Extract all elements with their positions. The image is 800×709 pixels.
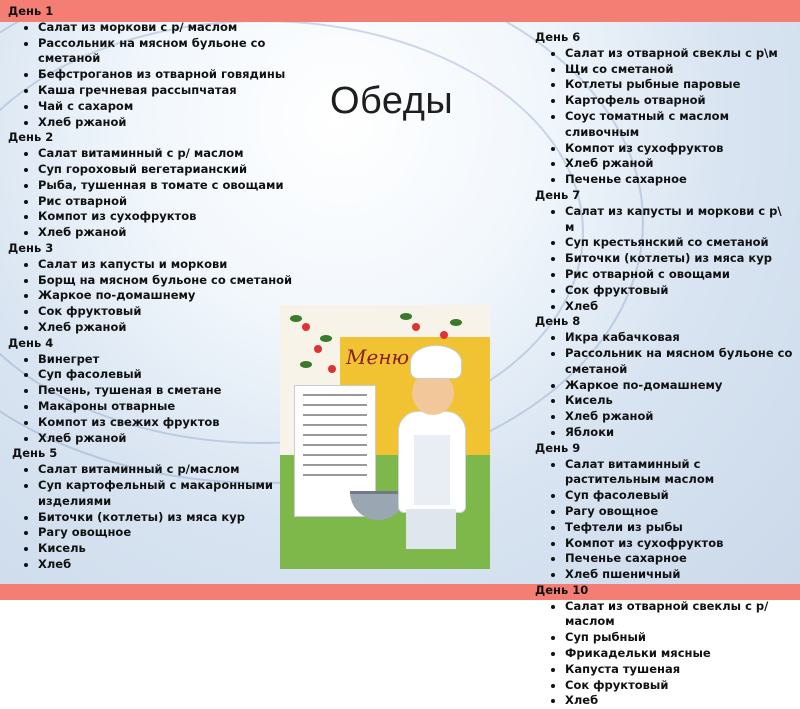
rowan-berry [314,345,322,353]
dish-item: • Котлеты рыбные паровые [565,77,793,93]
dish-item: • Салат из моркови с р/ маслом [38,20,293,36]
dish-item: • Хлеб пшеничный [565,567,793,583]
dish-item: • Суп рыбный [565,630,793,646]
rowan-berry [328,365,336,373]
dish-item: • Макароны отварные [38,399,293,415]
rowan-berry [440,331,448,339]
dish-item: • Капуста тушеная [565,662,793,678]
dish-list [535,457,793,583]
day-heading: День 3 [8,240,54,255]
dish-item: • Компот из сухофруктов [565,141,793,157]
chef-hat-icon [410,345,462,379]
dish-item: • Суп фасолевый [565,488,793,504]
dish-item: • Каша гречневая рассыпчатая [38,83,293,99]
menu-column-left [8,4,293,573]
dish-item: • Борщ на мясном бульоне со сметаной [38,273,293,289]
day-block [535,188,793,314]
day-heading: День 7 [535,187,581,202]
dish-item: • Салат из капусты и моркови [38,257,293,273]
dish-list [535,330,793,441]
dish-item: • Сок фруктовый [565,678,793,694]
rowan-berry [412,323,420,331]
dish-item: • Кисель [565,393,793,409]
day-heading: День 5 [12,446,58,461]
day-block [8,4,293,130]
menu-poster-image [280,305,490,569]
dish-item: • Компот из свежих фруктов [38,415,293,431]
dish-item: • Сок фруктовый [565,283,793,299]
dish-item: • Картофель отварной [565,93,793,109]
dish-item: • Рассольник на мясном бульоне со сметаной [565,346,793,378]
dish-item: • Бефстроганов из отварной говядины [38,67,293,83]
dish-item: • Салат из капусты и моркови с р\ м [565,204,793,236]
dish-item: • Хлеб ржаной [565,156,793,172]
day-heading: День 2 [8,130,54,145]
dish-item: • Яблоки [565,425,793,441]
dish-item: • Тефтели из рыбы [565,520,793,536]
dish-item: • Печенье сахарное [565,551,793,567]
dish-list [535,599,793,709]
dish-list [8,146,293,241]
menu-column-right [535,30,793,709]
dish-item: • Суп картофельный с макаронными изделиями [38,478,293,510]
day-block [8,241,293,336]
dish-item: • Кисель [38,541,293,557]
dish-item: • Салат из отварной свеклы с р/маслом [565,599,793,631]
rowan-leaf [400,313,412,320]
dish-item: • Жаркое по-домашнему [565,378,793,394]
dish-item: • Суп фасолевый [38,367,293,383]
day-heading: День 4 [8,335,54,350]
dish-list [535,204,793,315]
dish-item: • Хлеб ржаной [38,225,293,241]
dish-list [535,46,793,188]
dish-item: • Рыба, тушенная в томате с овощами [38,178,293,194]
dish-item: • Икра кабачковая [565,330,793,346]
day-block [8,446,293,572]
dish-list [8,20,293,131]
rowan-leaf [300,361,312,368]
dish-item: • Рассольник на мясном бульоне со сметаной [38,36,293,68]
dish-item: • Салат витаминный с р/ маслом [38,146,293,162]
dish-item: • Суп гороховый вегетарианский [38,162,293,178]
slide-title: Обеды [330,80,454,122]
dish-item: • Рис отварной с овощами [565,267,793,283]
day-block [535,314,793,440]
dish-item: • Хлеб [565,693,793,709]
dish-item: • Печенье сахарное [565,172,793,188]
dish-item: • Биточки (котлеты) из мяса кур [38,510,293,526]
dish-item: • Хлеб ржаной [565,409,793,425]
dish-item: • Компот из сухофруктов [38,209,293,225]
rowan-leaf [290,315,302,322]
dish-item: • Винегрет [38,352,293,368]
poster-menu-label: Меню [346,345,410,369]
dish-list [8,257,293,336]
dish-item: • Салат витаминный с р/маслом [38,462,293,478]
dish-list [8,462,293,573]
dish-item: • Фрикадельки мясные [565,646,793,662]
day-heading: День 6 [535,30,581,44]
dish-item: • Хлеб [565,299,793,315]
dish-item: • Печень, тушеная в сметане [38,383,293,399]
chef-apron [414,435,450,505]
day-heading: День 8 [535,314,581,329]
day-block [8,130,293,241]
dish-item: • Биточки (котлеты) из мяса кур [565,251,793,267]
dish-item: • Жаркое по-домашнему [38,288,293,304]
dish-list [8,352,293,447]
dish-item: • Хлеб ржаной [38,115,293,131]
day-block [535,30,793,188]
day-heading: День 9 [535,440,581,455]
dish-item: • Рис отварной [38,194,293,210]
day-block [535,583,793,709]
rowan-leaf [320,335,332,342]
dish-item: • Сок фруктовый [38,304,293,320]
day-heading: День 10 [535,582,589,597]
dish-item: • Салат из отварной свеклы с р\м [565,46,793,62]
day-block [535,441,793,583]
dish-item: • Салат витаминный с растительным маслом [565,457,793,489]
dish-item: • Рагу овощное [38,525,293,541]
dish-item: • Хлеб ржаной [38,320,293,336]
day-block [8,336,293,447]
rowan-berry [302,323,310,331]
day-heading: День 1 [8,4,54,18]
dish-item: • Компот из сухофруктов [565,536,793,552]
chef-legs [406,509,456,549]
dish-item: • Щи со сметаной [565,62,793,78]
dish-item: • Хлеб [38,557,293,573]
dish-item: • Хлеб ржаной [38,431,293,447]
dish-item: • Суп крестьянский со сметаной [565,235,793,251]
rowan-leaf [450,319,462,326]
dish-item: • Рагу овощное [565,504,793,520]
dish-item: • Чай с сахаром [38,99,293,115]
dish-item: • Соус томатный с маслом сливочным [565,109,793,141]
